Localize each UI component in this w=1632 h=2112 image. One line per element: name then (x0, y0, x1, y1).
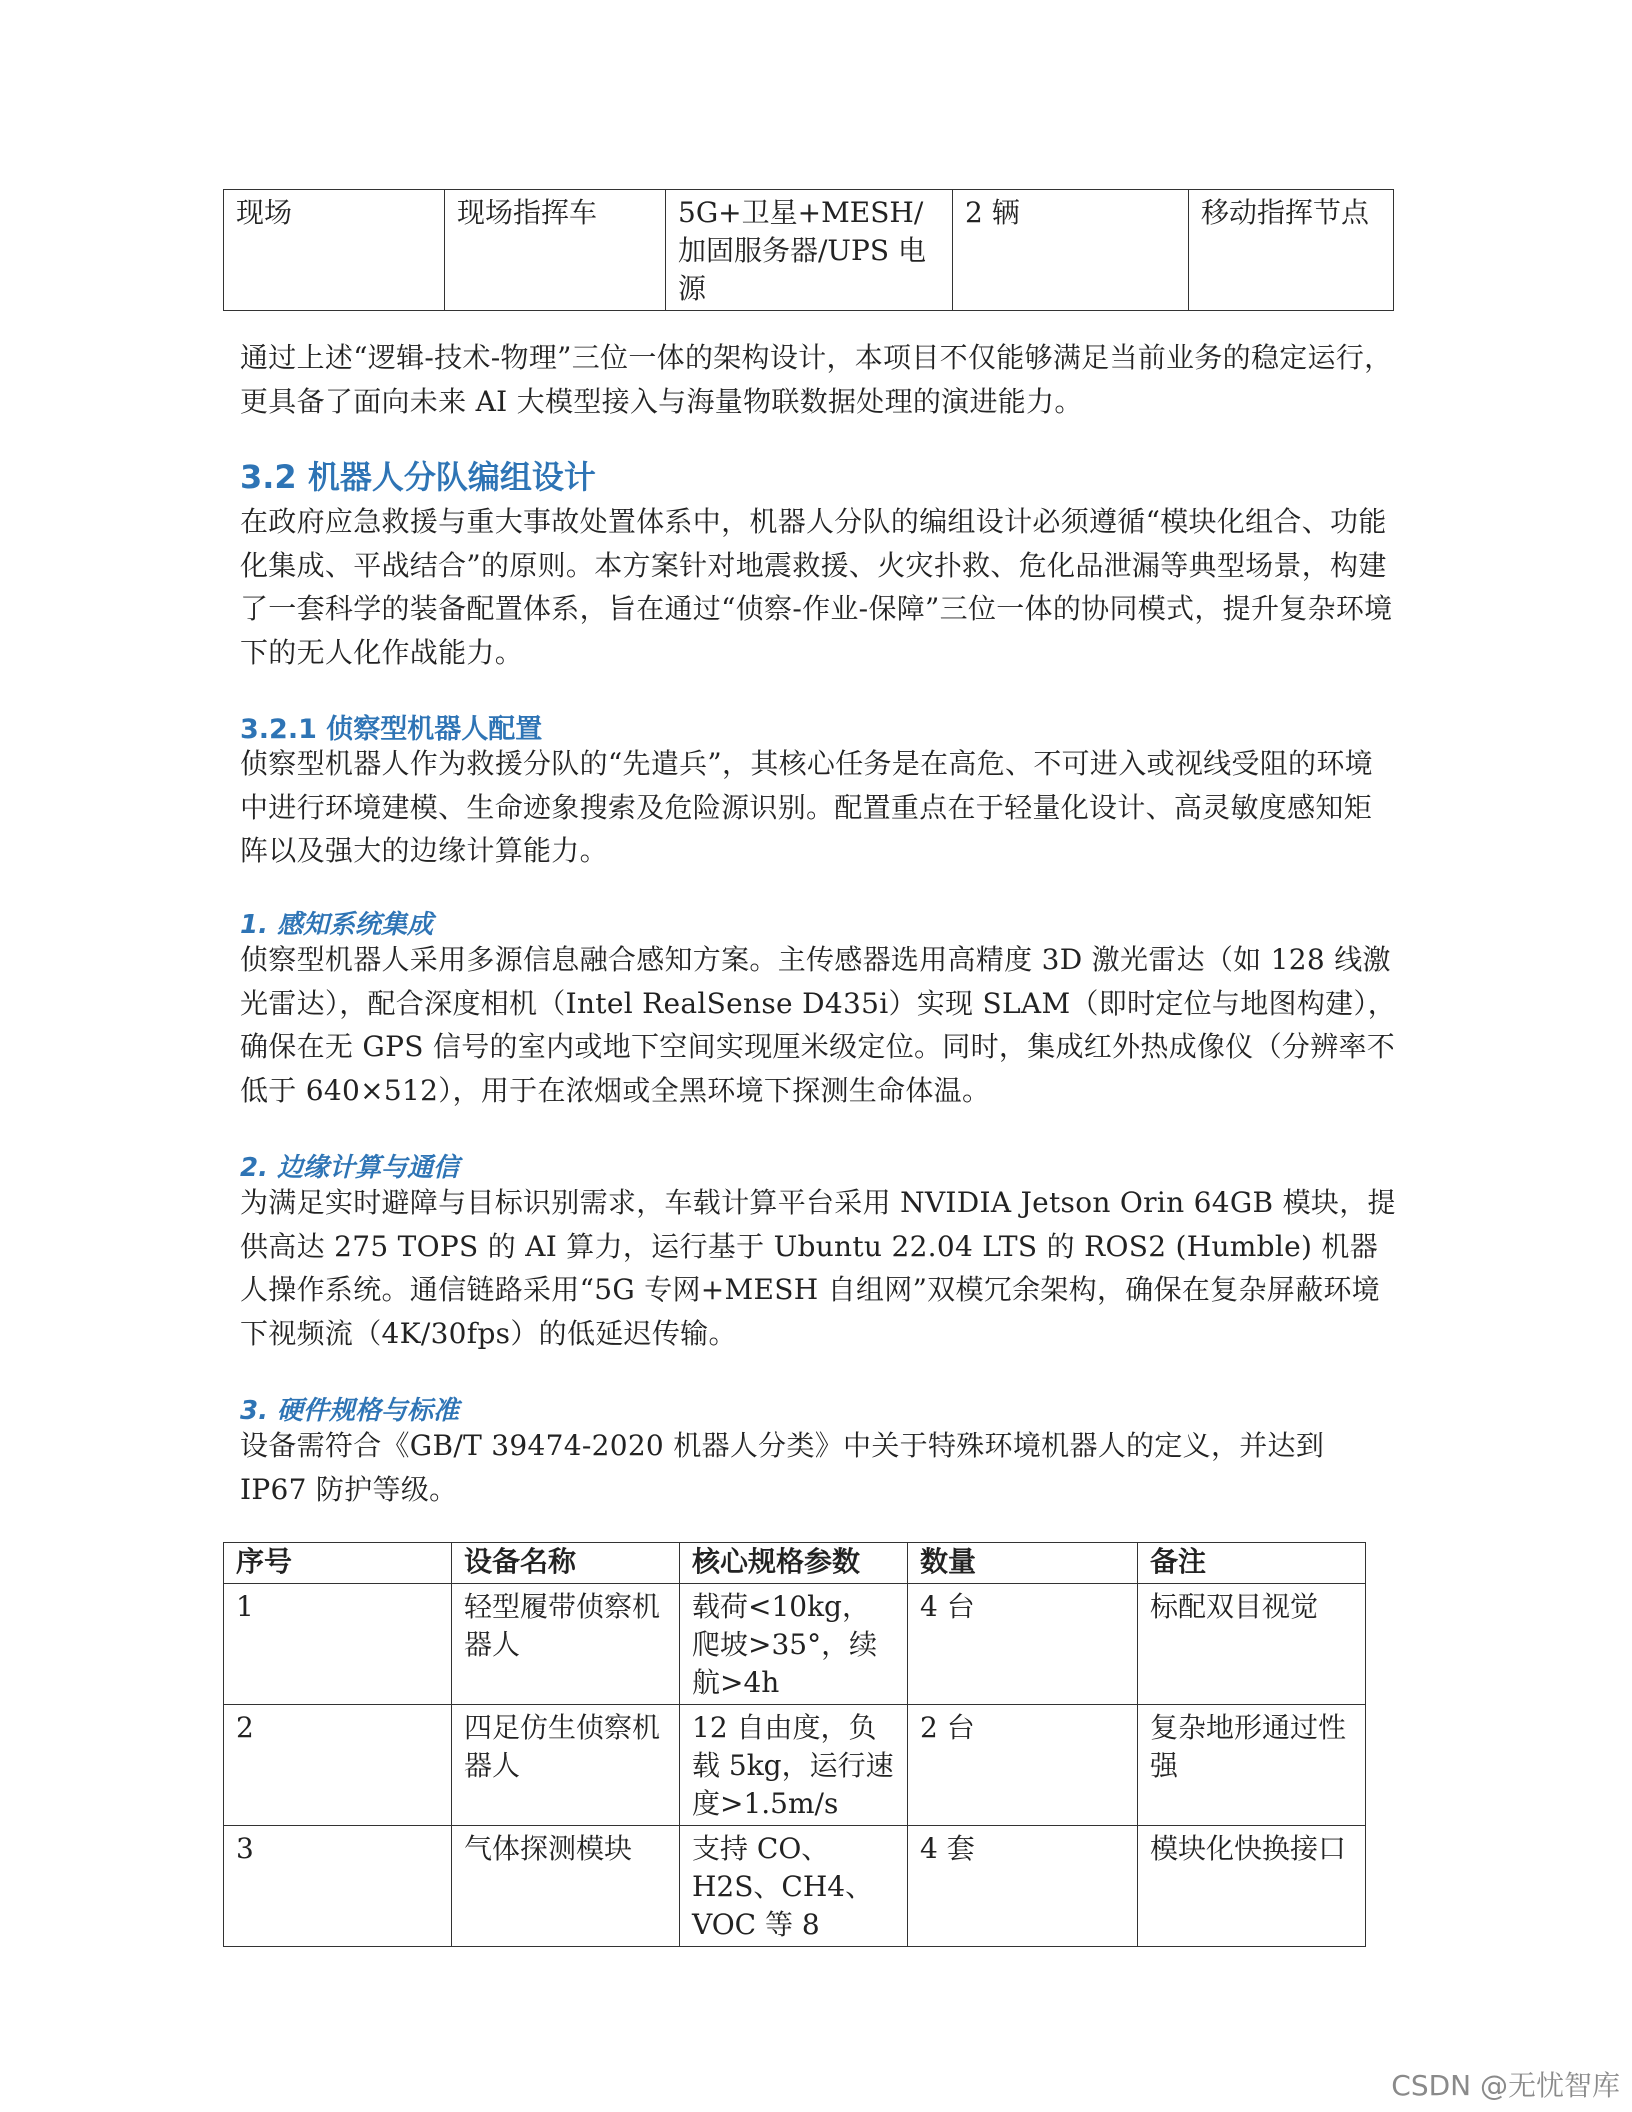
table-cell: 2 台 (908, 1705, 1138, 1826)
table-cell: 标配双目视觉 (1138, 1584, 1366, 1705)
item-1-paragraph: 侦察型机器人采用多源信息融合感知方案。主传感器选用高精度 3D 激光雷达（如 128 线激光雷达），配合深度相机（Intel RealSense D435i）实现 SLAM（即时定位与地图构建），确保在无 GPS 信号的室内或地下空间实现厘米级定位。同时，集成红外热成像仪（分辨率不低于 640×512），用于在浓烟或全黑环境下探测生命体温。 (240, 943, 1397, 1107)
item-2-paragraph: 为满足实时避障与目标识别需求，车载计算平台采用 NVIDIA Jetson Orin 64GB 模块，提供高达 275 TOPS 的 AI 算力，运行基于 Ubuntu 22.04 LTS 的 ROS2 (Humble) 机器人操作系统。通信链路采用“5G 专网+MESH 自组网”双模冗余架构，确保在复杂屏蔽环境下视频流（4K/30fps）的低延迟传输。 (240, 1186, 1396, 1350)
table-row (224, 1826, 1366, 1947)
table-row (224, 1705, 1366, 1826)
table-cell: 现场指挥车 (445, 190, 666, 311)
table-cell: 5G+卫星+MESH/加固服务器/UPS 电源 (666, 190, 953, 311)
table-cell: 2 辆 (953, 190, 1189, 311)
table-cell: 12 自由度，负载 5kg，运行速度>1.5m/s (680, 1705, 908, 1826)
table-cell: 移动指挥节点 (1189, 190, 1394, 311)
table-cell: 模块化快换接口 (1138, 1826, 1366, 1947)
section-heading-3-2-1: 3.2.1 侦察型机器人配置 (240, 714, 543, 745)
table-row (224, 1584, 1366, 1705)
table-cell: 轻型履带侦察机器人 (452, 1584, 680, 1705)
item-heading-3: 3. 硬件规格与标准 (240, 1396, 460, 1426)
table-header: 数量 (908, 1543, 1138, 1584)
table-cell: 四足仿生侦察机器人 (452, 1705, 680, 1826)
section-3-2-paragraph: 在政府应急救援与重大事故处置体系中，机器人分队的编组设计必须遵循“模块化组合、功能化集成、平战结合”的原则。本方案针对地震救援、火灾扑救、危化品泄漏等典型场景，构建了一套科学的装备配置体系，旨在通过“侦察-作业-保障”三位一体的协同模式，提升复杂环境下的无人化作战能力。 (240, 505, 1393, 669)
table-cell: 现场 (224, 190, 445, 311)
table-cell: 2 (224, 1705, 452, 1826)
item-heading-1: 1. 感知系统集成 (240, 910, 434, 940)
table-cell: 4 台 (908, 1584, 1138, 1705)
table-cell: 4 套 (908, 1826, 1138, 1947)
equipment-table (223, 1542, 1366, 1947)
table-cell: 载荷<10kg，爬坡>35°，续航>4h (680, 1584, 908, 1705)
item-heading-2: 2. 边缘计算与通信 (240, 1153, 460, 1183)
table-header: 序号 (224, 1543, 452, 1584)
table-header: 备注 (1138, 1543, 1366, 1584)
table-cell: 气体探测模块 (452, 1826, 680, 1947)
section-heading-3-2: 3.2 机器人分队编组设计 (240, 458, 596, 496)
top-table (223, 189, 1394, 311)
table-cell: 复杂地形通过性强 (1138, 1705, 1366, 1826)
section-3-2-1-paragraph: 侦察型机器人作为救援分队的“先遣兵”，其核心任务是在高危、不可进入或视线受阻的环境中进行环境建模、生命迹象搜索及危险源识别。配置重点在于轻量化设计、高灵敏度感知矩阵以及强大的边缘计算能力。 (240, 747, 1373, 867)
table-cell: 3 (224, 1826, 452, 1947)
table-header: 核心规格参数 (680, 1543, 908, 1584)
intro-paragraph: 通过上述“逻辑-技术-物理”三位一体的架构设计，本项目不仅能够满足当前业务的稳定运行，更具备了面向未来 AI 大模型接入与海量物联数据处理的演进能力。 (240, 341, 1393, 418)
table-cell: 支持 CO、H2S、CH4、VOC 等 8 (680, 1826, 908, 1947)
item-3-paragraph: 设备需符合《GB/T 39474-2020 机器人分类》中关于特殊环境机器人的定义，并达到 IP67 防护等级。 (240, 1429, 1325, 1506)
table-header: 设备名称 (452, 1543, 680, 1584)
table-header-row (224, 1543, 1366, 1584)
table-row (224, 190, 1394, 311)
watermark: CSDN @无忧智库 (1391, 2069, 1620, 2102)
table-cell: 1 (224, 1584, 452, 1705)
